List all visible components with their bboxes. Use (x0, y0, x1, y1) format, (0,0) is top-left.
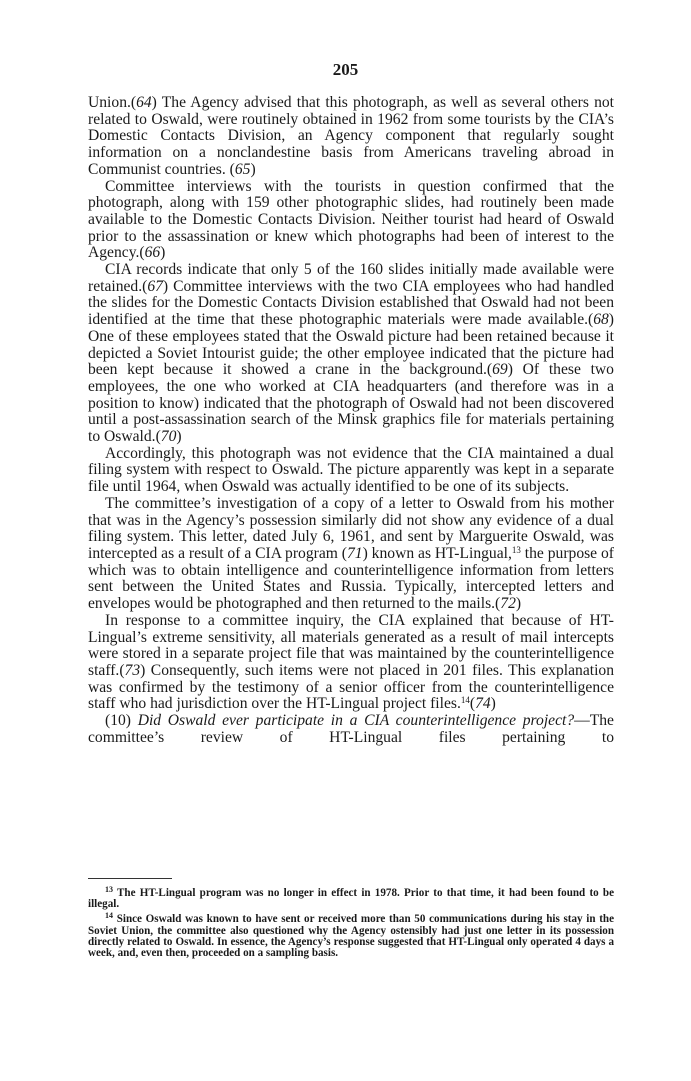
italic-text: 65 (234, 160, 251, 178)
text-run: CIA records indicate that only 5 of the 160 slides initially made available were retained.( (88, 261, 614, 295)
text-run: ( (469, 695, 476, 713)
text-run: ) One of these employees stated that the Oswald picture had been retained because it depicted a Soviet Intourist guide; the other employee indicated that the picture had been kept because it showed a crane in the background.( (88, 311, 614, 379)
italic-text: 71 (346, 544, 363, 562)
body-paragraph (88, 496, 614, 613)
italic-text: 72 (500, 595, 516, 613)
text-run: The committee’s investigation of a copy of a letter to Oswald from his mother that was in the Agency’s possession similarly did not show any evidence of a dual filing system. This letter, dated July 6, 1961, and sent by Marguerite Oswald, was intercepted as a result of a CIA program ( (88, 494, 614, 562)
footnote (88, 910, 614, 959)
text-run: ) (250, 160, 256, 178)
footnote (88, 884, 614, 910)
footnote-ref: 13 (511, 544, 521, 555)
footnote-mark: 13 (105, 885, 113, 894)
text-run: ) The Agency advised that this photograph, as well as several others not related to Oswald, were routinely obtained in 1962 from some tourists by the CIA’s Domestic Contacts Division, an Agency component that regularly sought information on a nonclandestine basis from Americans traveling abroad in Communist countries. ( (88, 94, 614, 178)
italic-text: 68 (593, 311, 609, 329)
text-run: —The committee’s review of HT-Lingual files pertaining to (88, 712, 614, 746)
italic-text: 73 (124, 661, 141, 679)
italic-text: 67 (147, 277, 163, 295)
italic-text: 74 (475, 695, 491, 713)
italic-text: 66 (144, 244, 161, 262)
footnote-divider (88, 878, 172, 879)
text-run: ) Consequently, such items were not placed in 201 files. This explanation was confirmed by the testimony of a senior officer from the counterintelligence staff who had jurisdiction over the HT-Lingual project files. (88, 661, 614, 713)
text-run: ) (515, 595, 522, 613)
text-run: ) known as HT-Lingual, (362, 544, 512, 562)
page-number: 205 (332, 60, 359, 79)
body-paragraph (88, 262, 614, 446)
footnote-ref: 14 (460, 695, 470, 706)
text-run: the purpose of which was to obtain intelligence and counterintelligence information from letters sent between the United States and Russia. Typically, intercepted letters and envelopes would be photographed and then returned to the mails.( (88, 544, 614, 613)
text-run: ) Committee interviews with the two CIA employees who had handled the slides for the Domestic Contacts Division established that Oswald had not been identified at the time that these photographic materials were made available.( (88, 277, 614, 329)
footnote-text: Since Oswald was known to have sent or received more than 50 communications during his stay in the Soviet Union, the committee also questioned why the Agency ostensibly had just one letter in its possession directly related to Oswald. In essence, the Agency’s response suggested that HT-Lingual only operated 4 days a week, and, even then, proceeded on a sampling basis. (88, 913, 614, 960)
text-run: ) (160, 244, 166, 262)
text-run: In response to a committee inquiry, the CIA explained that because of HT-Lingual’s extreme sensitivity, all materials generated as a result of mail intercepts were stored in a separate project file that was maintained by the counterintelligence staff.( (88, 611, 614, 679)
text-run: ) Of these two employees, the one who worked at CIA headquarters (and therefore was in a position to know) indicated that the photograph of Oswald had not been discovered until a post-assassination search of the Minsk graphics file for materials pertaining to Oswald.( (88, 361, 614, 446)
body-text (88, 95, 614, 746)
body-paragraph (88, 179, 614, 263)
footnote-text: The HT-Lingual program was no longer in effect in 1978. Prior to that time, it had been found to be illegal. (88, 887, 614, 911)
text-run: Accordingly, this photograph was not evidence that the CIA maintained a dual filing system with respect to Oswald. The picture apparently was kept in a separate file until 1964, when Oswald was actually identified to be one of its subjects. (88, 444, 614, 496)
footnote-mark: 14 (105, 911, 113, 921)
body-paragraph (88, 95, 614, 179)
text-run: Committee interviews with the tourists in question confirmed that the photograph, along with 159 other photographic slides, had routinely been made available to the Domestic Contacts Division. Neither tourist had heard of Oswald prior to the assassination or knew which photographs had been of interest to the Agency.( (88, 177, 614, 262)
body-paragraph (88, 613, 614, 713)
body-paragraph (88, 446, 614, 496)
body-paragraph (88, 713, 614, 746)
text-run: (10) (105, 712, 138, 730)
italic-text: Did Oswald ever participate in a CIA counterintelligence project? (137, 712, 575, 730)
italic-text: 69 (492, 361, 508, 379)
text-run: Union.( (88, 94, 137, 111)
text-run: ) (176, 428, 182, 446)
italic-text: 64 (136, 94, 152, 111)
text-run: ) (490, 695, 496, 713)
footnotes (88, 884, 614, 959)
italic-text: 70 (160, 428, 177, 446)
